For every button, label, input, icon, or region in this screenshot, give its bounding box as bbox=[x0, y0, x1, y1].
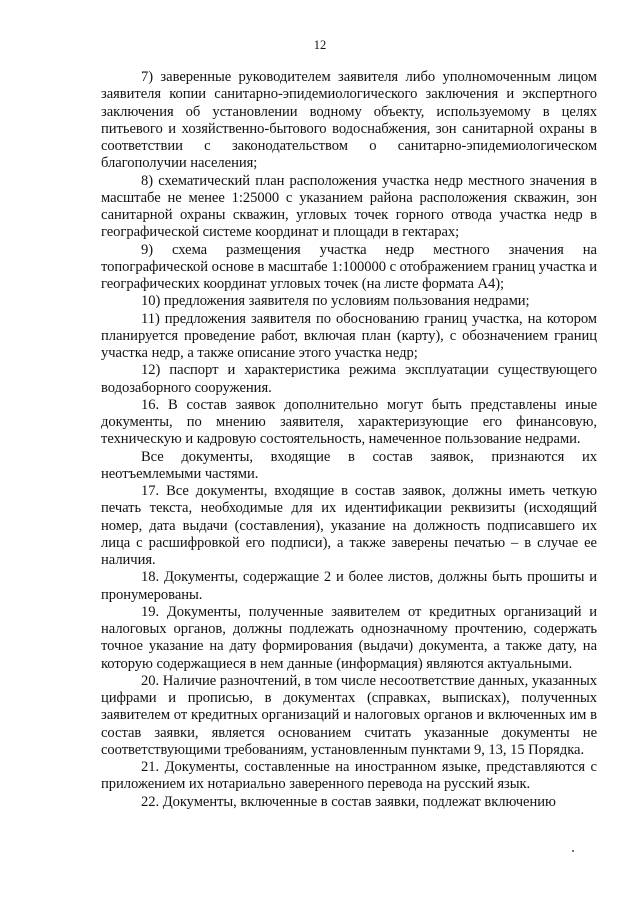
paragraph-item-10: 10) предложения заявителя по условиям пользования недрами; bbox=[141, 293, 530, 310]
paragraph-clause-18: 18. Документы, содержащие 2 и более листов, должны быть прошиты и пронумерованы. bbox=[101, 569, 597, 603]
paragraph-clause-19: 19. Документы, полученные заявителем от кредитных организаций и налоговых органов, должны подлежать однозначному прочтению, содержать точное указание на дату формирования (выдачи) документа, а также дату, на которую содержащиеся в нем данные (информация) являются актуальными. bbox=[101, 603, 597, 672]
paragraph-clause-16-continuation: Все документы, входящие в состав заявок, признаются их неотъемлемыми частями. bbox=[101, 448, 597, 482]
paragraph-item-9: 9) схема размещения участка недр местного значения на топографической основе в масштабе 1:100000 с отображением границ участка и географических координат угловых точек (на листе формата А4); bbox=[101, 241, 597, 292]
paragraph-clause-20: 20. Наличие разночтений, в том числе несоответствие данных, указанных цифрами и прописью, в документах (справках, выписках), полученных заявителем от кредитных организаций и налоговых органов и включенных им в состав заявки, является основанием считать указанные документы не соответствующими требованиям, установленным пунктами 9, 13, 15 Порядка. bbox=[101, 672, 597, 758]
paragraph-clause-17: 17. Все документы, входящие в состав заявок, должны иметь четкую печать текста, необходимые для их идентификации реквизиты (исходящий номер, дата выдачи (составления), указание на должность подписавшего их лица с расшифровкой его подписи), а также заверены печатью – в случае ее наличия. bbox=[101, 483, 597, 568]
paragraph-clause-22: 22. Документы, включенные в состав заявки, подлежат включению bbox=[141, 793, 556, 810]
paragraph-clause-21: 21. Документы, составленные на иностранном языке, представляются с приложением их нотариально заверенного перевода на русский язык. bbox=[101, 759, 597, 793]
document-body bbox=[101, 69, 597, 811]
page-number: 12 bbox=[313, 38, 327, 52]
paragraph-item-11: 11) предложения заявителя по обоснованию границ участка, на котором планируется проведение работ, включая план (карту), с обозначением границ участка недр, а также описание этого участка недр; bbox=[101, 310, 597, 361]
scan-speck bbox=[572, 850, 574, 852]
paragraph-clause-16: 16. В состав заявок дополнительно могут быть представлены иные документы, по мнению заявителя, характеризующие его финансовую, техническую и кадровую состоятельность, намеченное пользование недрами. bbox=[101, 396, 597, 448]
paragraph-item-7: 7) заверенные руководителем заявителя либо уполномоченным лицом заявителя копии санитарно-эпидемиологического заключения и экспертного заключения об установлении водному объекту, используемому в целях питьевого и хозяйственно-бытового водоснабжения, зон санитарной охраны в соответствии с законодательством о санитарно-эпидемиологическом благополучии населения; bbox=[101, 69, 597, 172]
paragraph-item-12: 12) паспорт и характеристика режима эксплуатации существующего водозаборного сооружения. bbox=[101, 362, 597, 396]
paragraph-item-8: 8) схематический план расположения участка недр местного значения в масштабе не менее 1:25000 с указанием района расположения скважин, зон санитарной охраны скважин, угловых точек горного отвода участка недр в географической системе координат и площади в гектарах; bbox=[101, 172, 597, 241]
